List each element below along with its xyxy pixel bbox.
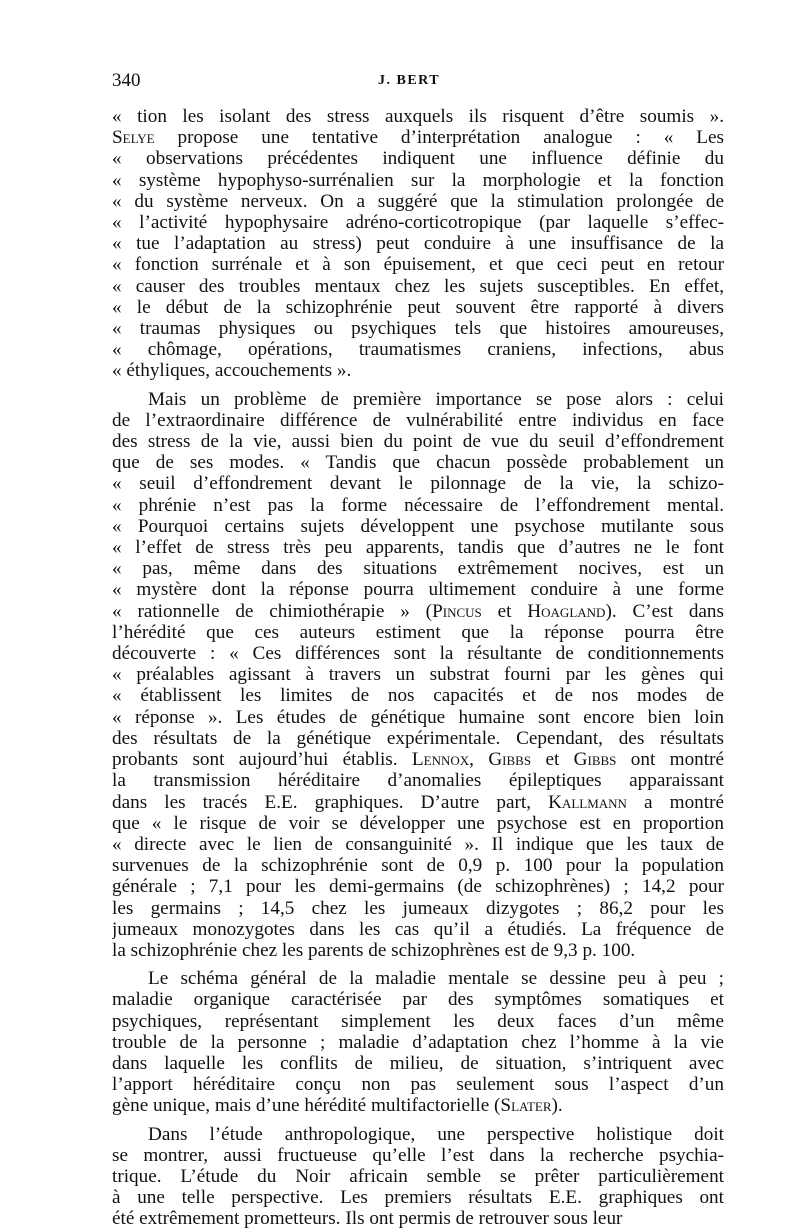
text-line: Le schéma général de la maladie mentale se dessine peu à peu ; <box>148 968 724 990</box>
text-line: psychiques, représentant simplement les deux faces d’un même <box>112 1010 724 1032</box>
text-line: « Pourquoi certains sujets développent une psychose mutilante sous <box>112 515 724 537</box>
text-line: découverte : « Ces différences sont la résultante de conditionnements <box>112 643 724 665</box>
text-line: dans les tracés E.E. graphiques. D’autre part, Kallmann a montré <box>112 791 724 813</box>
author-name: Kallmann <box>548 791 627 813</box>
text-line: les germains ; 14,5 chez les jumeaux dizygotes ; 86,2 pour les <box>112 897 724 919</box>
text-line: « pas, même dans des situations extrêmement nocives, est un <box>112 558 724 580</box>
text-line: « système hypophyso-surrénalien sur la morphologie et la fonction <box>112 169 724 191</box>
text-line: « établissent les limites de nos capacités et de nos modes de <box>112 685 724 707</box>
paragraph-1 <box>112 106 724 382</box>
page <box>112 70 724 1230</box>
text-line: la schizophrénie chez les parents de schizophrènes est de 9,3 p. 100. <box>112 939 636 961</box>
text-line: l’hérédité que ces auteurs estiment que la réponse pourra être <box>112 621 724 643</box>
body-text <box>112 106 724 1230</box>
text-line: que de ses modes. « Tandis que chacun possède probablement un <box>112 452 724 474</box>
text-line: jumeaux monozygotes dans les cas qu’il a étudiés. La fréquence de <box>112 918 724 940</box>
running-title: J. BERT <box>378 73 441 88</box>
text-line: la transmission héréditaire d’anomalies épileptiques apparaissant <box>112 770 724 792</box>
text-line: Dans l’étude anthropologique, une perspective holistique doit <box>148 1123 724 1145</box>
text-line: générale ; 7,1 pour les demi-germains (de schizophrènes) ; 14,2 pour <box>112 876 724 898</box>
text-line: « chômage, opérations, traumatismes craniens, infections, abus <box>112 339 724 361</box>
text-line: « causer des troubles mentaux chez les sujets susceptibles. En effet, <box>112 275 724 297</box>
text-line: « fonction surrénale et à son épuisement, et que ceci peut en retour <box>112 254 724 276</box>
text-line: « tion les isolant des stress auxquels ils risquent d’être soumis ». <box>112 106 724 127</box>
text-line: trique. L’étude du Noir africain semble se prêter particulièrement <box>112 1165 724 1187</box>
author-name: Gibbs <box>573 749 617 771</box>
text-line: Selye propose une tentative d’interprétation analogue : « Les <box>112 127 724 149</box>
text-line: dans laquelle les conflits de milieu, de situation, s’intriquent avec <box>112 1052 724 1074</box>
text-line: « préalables agissant à travers un substrat fourni par les gènes qui <box>112 664 724 686</box>
text-line: « réponse ». Les études de génétique humaine sont encore bien loin <box>112 706 724 728</box>
page-number: 340 <box>112 70 141 91</box>
text-line: « mystère dont la réponse pourra ultimement conduire à une forme <box>112 579 724 601</box>
text-line: « rationnelle de chimiothérapie » (Pincus et Hoagland). C’est dans <box>112 600 724 622</box>
text-line: « directe avec le lien de consanguinité ». Il indique que les taux de <box>112 833 724 855</box>
text-line: maladie organique caractérisée par des symptômes somatiques et <box>112 989 724 1011</box>
text-line: « seuil d’effondrement devant le pilonnage de la vie, la schizo- <box>112 473 724 495</box>
text-line: « du système nerveux. On a suggéré que la stimulation prolongée de <box>112 190 724 212</box>
author-name: Gibbs <box>488 749 532 771</box>
text-line: été extrêmement prometteurs. Ils ont permis de retrouver sous leur <box>112 1208 623 1230</box>
author-name: Selye <box>112 127 155 149</box>
text-line: « observations précédentes indiquent une influence définie du <box>112 148 724 170</box>
running-head <box>112 70 724 96</box>
paragraph-4 <box>112 1124 724 1230</box>
author-name: Lennox <box>411 749 470 771</box>
text-line: de l’extraordinaire différence de vulnérabilité entre individus en face <box>112 409 724 431</box>
author-name: Hoagland <box>527 600 606 622</box>
text-line: probants sont aujourd’hui établis. Lennox, Gibbs et Gibbs ont montré <box>112 749 724 771</box>
author-name: Pincus <box>432 600 482 622</box>
text-line: « phrénie n’est pas la forme nécessaire de l’effondrement mental. <box>112 494 724 516</box>
text-line: gène unique, mais d’une hérédité multifactorielle (Slater). <box>112 1095 563 1117</box>
text-line: l’apport héréditaire conçu non pas seulement sous l’aspect d’un <box>112 1074 724 1096</box>
text-line: survenues de la schizophrénie sont de 0,9 p. 100 pour la population <box>112 855 724 877</box>
text-line: « le début de la schizophrénie peut souvent être rapporté à divers <box>112 296 724 318</box>
text-line: à une telle perspective. Les premiers résultats E.E. graphiques ont <box>112 1187 724 1209</box>
text-line: des résultats de la génétique expérimentale. Cependant, des résultats <box>112 727 724 749</box>
text-line: « traumas physiques ou psychiques tels que histoires amoureuses, <box>112 318 724 340</box>
paragraph-3 <box>112 968 724 1116</box>
text-line: des stress de la vie, aussi bien du point de vue du seuil d’effondrement <box>112 431 724 453</box>
text-line: « tue l’adaptation au stress) peut conduire à une insuffisance de la <box>112 233 724 255</box>
text-line: Mais un problème de première importance se pose alors : celui <box>148 388 724 410</box>
paragraph-2 <box>112 389 724 961</box>
text-line: « l’activité hypophysaire adréno-corticotropique (par laquelle s’effec- <box>112 212 724 234</box>
text-line: trouble de la personne ; maladie d’adaptation chez l’homme à la vie <box>112 1031 724 1053</box>
text-line: se montrer, aussi fructueuse qu’elle l’est dans la recherche psychia- <box>112 1144 724 1166</box>
text-line: « l’effet de stress très peu apparents, tandis que d’autres ne le font <box>112 537 724 559</box>
text-line: « éthyliques, accouchements ». <box>112 360 352 382</box>
author-name: Slater <box>500 1095 552 1117</box>
text-line: que « le risque de voir se développer une psychose est en proportion <box>112 812 724 834</box>
